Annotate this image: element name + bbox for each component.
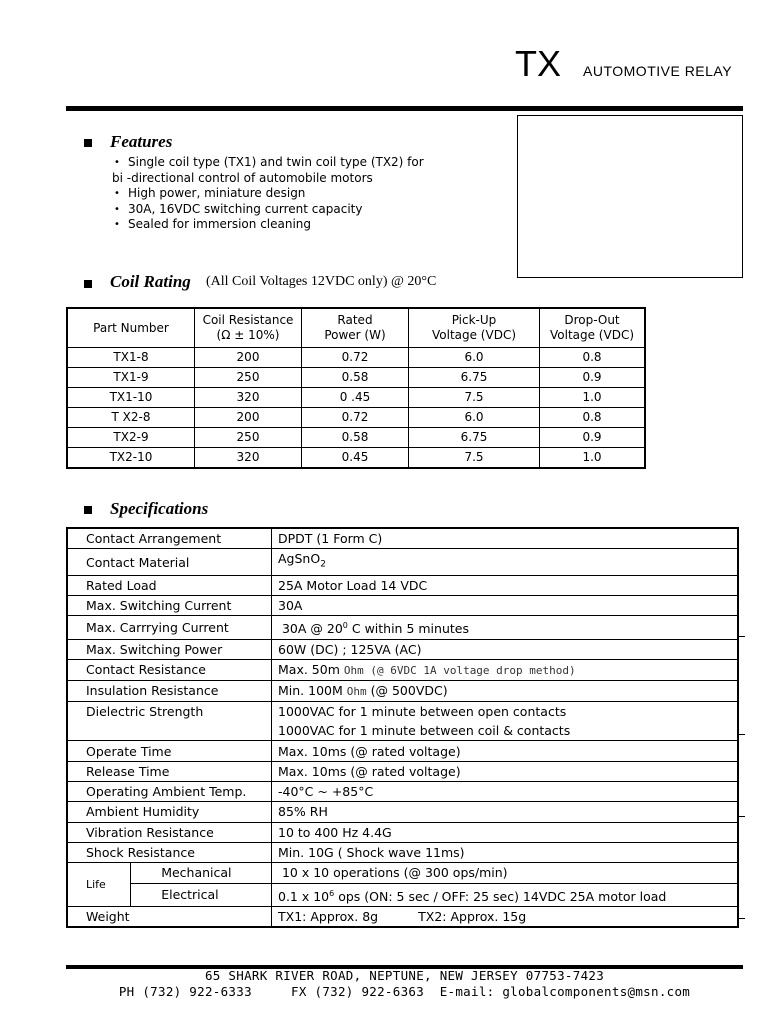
features-list: [112, 155, 512, 233]
table-row: [67, 368, 645, 388]
footer-contact: PH (732) 922-6333 FX (732) 922-6363 E-mail: globalcomponents@msn.com: [118, 984, 691, 999]
table-cell: Contact Resistance: [67, 659, 272, 680]
table-row: [67, 528, 738, 549]
list-item: • Single coil type (TX1) and twin coil type (TX2) for: [114, 155, 424, 169]
table-row: [67, 639, 738, 659]
list-item: • 30A, 16VDC switching current capacity: [114, 201, 363, 216]
table-cell: 30A @ $20^0$ C within 5 minutes: [272, 616, 739, 639]
table-cell: 1000VAC for 1 minute between coil & contacts: [272, 721, 739, 741]
table-cell: 1000VAC for 1 minute between open contacts: [272, 701, 739, 721]
table-row: [67, 348, 645, 368]
table-cell: Vibration Resistance: [67, 822, 272, 842]
table-row: [67, 408, 645, 428]
table-cell: Contact Arrangement: [67, 528, 272, 549]
table-row: [67, 448, 645, 469]
table-header-row: [67, 308, 645, 348]
table-cell: TX1-8: [67, 348, 195, 368]
table-cell: TX2-10: [67, 448, 195, 469]
table-cell: Electrical: [131, 883, 272, 906]
table-cell: 6.0: [409, 408, 540, 428]
table-cell: 0.72: [302, 408, 409, 428]
table-cell: Rated Load: [67, 575, 272, 595]
margin-tick: [739, 816, 745, 817]
list-item: • Sealed for immersion cleaning: [114, 217, 312, 231]
table-cell: 25A Motor Load 14 VDC: [272, 575, 739, 595]
table-cell: 0.1 x $10^6$ ops (ON: 5 sec / OFF: 25 sec) 14VDC 25A motor load: [272, 883, 739, 906]
table-cell: Life: [67, 863, 131, 906]
margin-tick: [739, 918, 745, 919]
table-cell: 0.45: [302, 448, 409, 469]
table-cell: 0.8: [540, 408, 646, 428]
table-row: [67, 659, 738, 680]
table-cell: 60W (DC) ; 125VA (AC): [272, 639, 739, 659]
table-cell: Insulation Resistance: [67, 680, 272, 701]
table-cell: Weight: [67, 906, 272, 927]
table-cell: 7.5: [409, 388, 540, 408]
table-cell: 6.75: [409, 368, 540, 388]
table-cell: Max. 10ms (@ rated voltage): [272, 761, 739, 781]
product-subtitle: AUTOMOTIVE RELAY: [583, 63, 733, 79]
square-bullet-icon: [84, 139, 92, 147]
footer-address: 65 SHARK RIVER ROAD, NEPTUNE, NEW JERSEY 07753-7423: [204, 968, 605, 983]
table-cell: Operate Time: [67, 741, 272, 761]
table-cell: 6.0: [409, 348, 540, 368]
table-cell: 0.9: [540, 428, 646, 448]
table-cell: T X2-8: [67, 408, 195, 428]
table-row: [67, 842, 738, 862]
dot-bullet-icon: •: [114, 219, 120, 230]
table-row: [67, 761, 738, 781]
list-item-continuation: bi -directional control of automobile motors: [112, 170, 373, 185]
footer: [66, 968, 743, 1000]
table-cell: 85% RH: [272, 802, 739, 822]
margin-tick: [739, 734, 745, 735]
table-row: [67, 906, 738, 927]
dot-bullet-icon: •: [114, 203, 120, 215]
table-cell: 320: [195, 448, 302, 469]
table-cell: 0.58: [302, 428, 409, 448]
table-cell: 1.0: [540, 448, 646, 469]
coil-rating-table: [66, 307, 646, 469]
dot-bullet-icon: •: [114, 188, 120, 199]
table-cell: Ambient Humidity: [67, 802, 272, 822]
product-title: TX: [515, 43, 562, 84]
table-cell: TX1: Approx. 8g TX2: Approx. 15g: [272, 906, 739, 927]
table-cell: -40°C ~ +85°C: [272, 782, 739, 802]
table-row: [67, 741, 738, 761]
table-cell: 250: [195, 368, 302, 388]
table-cell: Dielectric Strength: [67, 701, 272, 741]
table-row: [67, 680, 738, 701]
table-row: [67, 549, 738, 576]
column-header: Part Number: [67, 308, 195, 348]
table-cell: Shock Resistance: [67, 842, 272, 862]
table-row: [67, 596, 738, 616]
product-image-placeholder: [517, 115, 743, 278]
table-cell: 200: [195, 348, 302, 368]
table-row: [67, 575, 738, 595]
margin-tick: [739, 636, 745, 637]
header-rule: [66, 106, 743, 111]
table-row: [67, 883, 738, 906]
table-row: [67, 701, 738, 721]
table-cell: 0.8: [540, 348, 646, 368]
table-cell: Min. 10G ( Shock wave 11ms): [272, 842, 739, 862]
table-cell: 0.58: [302, 368, 409, 388]
table-cell: Max. 50m Ohm (@ 6VDC 1A voltage drop method): [272, 659, 739, 680]
table-cell: Min. 100M Ohm (@ 500VDC): [272, 680, 739, 701]
square-bullet-icon: [84, 280, 92, 288]
table-row: [67, 428, 645, 448]
table-cell: TX2-9: [67, 428, 195, 448]
table-row: [67, 782, 738, 802]
table-row: [67, 616, 738, 639]
dot-bullet-icon: •: [114, 157, 120, 168]
table-cell: Contact Material: [67, 549, 272, 576]
table-cell: 320: [195, 388, 302, 408]
table-row: [67, 388, 645, 408]
table-cell: 200: [195, 408, 302, 428]
table-cell: Max. 10ms (@ rated voltage): [272, 741, 739, 761]
table-cell: AgSnO$_2$: [272, 549, 739, 576]
table-cell: Max. Switching Current: [67, 596, 272, 616]
table-cell: 7.5: [409, 448, 540, 469]
table-cell: 0.72: [302, 348, 409, 368]
specifications-table: [66, 527, 739, 928]
table-cell: 10 x 10 operations (@ 300 ops/min): [272, 863, 739, 883]
table-cell: 1.0: [540, 388, 646, 408]
table-cell: 0.9: [540, 368, 646, 388]
table-cell: 10 to 400 Hz 4.4G: [272, 822, 739, 842]
column-header: Pick-Up Voltage (VDC): [409, 308, 540, 348]
column-header: Coil Resistance (Ω ± 10%): [195, 308, 302, 348]
list-item: • High power, miniature design: [114, 186, 306, 200]
table-cell: DPDT (1 Form C): [272, 528, 739, 549]
table-row: [67, 863, 738, 883]
column-header: Drop-Out Voltage (VDC): [540, 308, 646, 348]
table-row: [67, 802, 738, 822]
table-cell: TX1-9: [67, 368, 195, 388]
table-cell: 0 .45: [302, 388, 409, 408]
table-cell: Mechanical: [131, 863, 272, 883]
table-row: [67, 822, 738, 842]
column-header: Rated Power (W): [302, 308, 409, 348]
table-cell: 30A: [272, 596, 739, 616]
table-cell: Max. Carrrying Current: [67, 616, 272, 639]
table-cell: 250: [195, 428, 302, 448]
table-cell: 6.75: [409, 428, 540, 448]
table-cell: Operating Ambient Temp.: [67, 782, 272, 802]
table-cell: TX1-10: [67, 388, 195, 408]
coil-rating-note: (All Coil Voltages 12VDC only) @ 20°C: [206, 274, 437, 289]
table-cell: Release Time: [67, 761, 272, 781]
square-bullet-icon: [84, 506, 92, 514]
table-cell: Max. Switching Power: [67, 639, 272, 659]
